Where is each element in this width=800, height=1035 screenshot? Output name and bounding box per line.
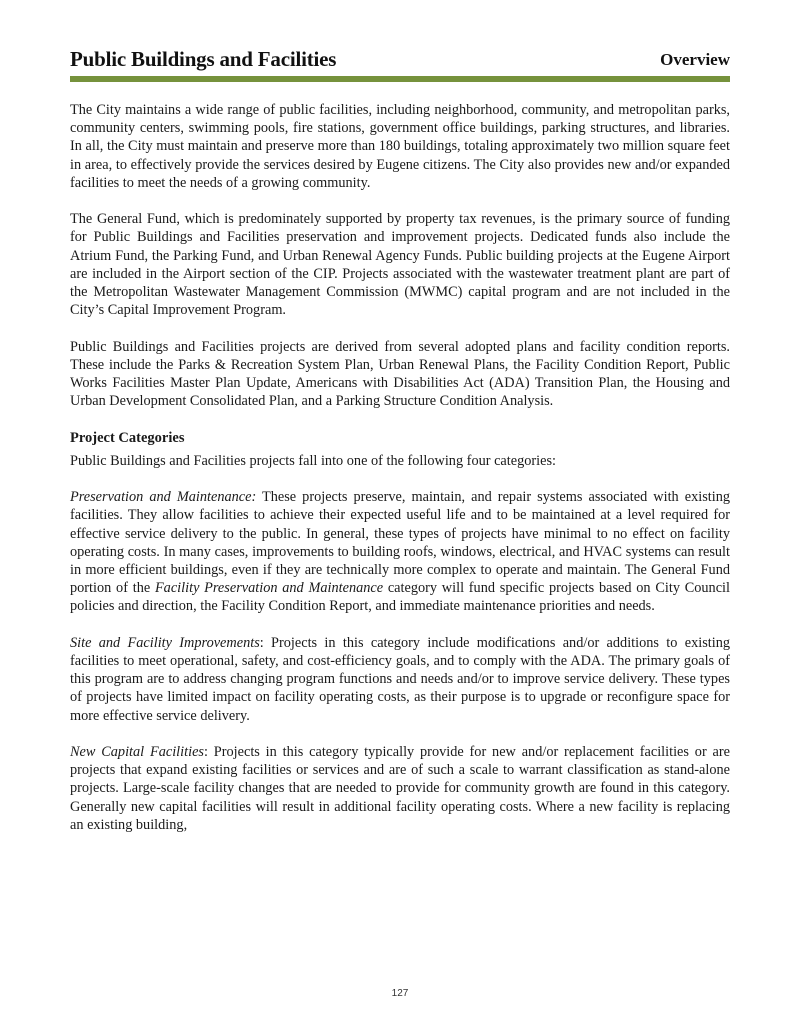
page-header xyxy=(70,47,730,75)
categories-lead: Public Buildings and Facilities projects fall into one of the following four categories: xyxy=(70,452,556,469)
page-title: Public Buildings and Facilities xyxy=(70,47,337,71)
category-preservation-maintenance xyxy=(70,488,730,615)
category-text: These projects preserve, maintain, and repair systems associated with existing facilities. They allow facilities to achieve their expected useful life and to be maintained at a level required for effective service delivery to the public. In general, these types of projects have minimal to no effect on facility operating costs. In many cases, improvements to building roofs, windows, electrical, and HVAC systems can result in more efficient buildings, even if they are technically more complex to operate and maintain. The General Fund portion of the xyxy=(70,489,730,597)
category-text: : Projects in this category typically provide for new and/or replacement facilities or are projects that expand existing facilities or services and are of such a scale to warrant classification as stand-alone projects. Large-scale facility changes that are needed to provide for community growth are found in this category. Generally new capital facilities will result in additional facility operating costs. Where a new facility is replacing an existing building, xyxy=(70,744,730,833)
category-term: New Capital Facilities xyxy=(70,744,204,761)
section-label: Overview xyxy=(660,50,730,69)
project-categories-heading: Project Categories xyxy=(70,429,185,446)
category-text: : Projects in this category include modifications and/or additions to existing facilities to meet operational, safety, and cost-efficiency goals, and to comply with the ADA. The primary goals of this program are to address changing program functions and needs and/or to improve service delivery. These types of projects have limited impact on facility operating costs, as their purpose is to upgrade or reconfigure space for more effective service delivery. xyxy=(70,634,730,724)
category-term: Preservation and Maintenance: xyxy=(70,489,257,506)
category-site-facility-improvements xyxy=(70,634,730,725)
category-term: Site and Facility Improvements xyxy=(70,634,260,651)
inline-emphasis: Facility Preservation and Maintenance xyxy=(154,580,384,597)
intro-paragraph-2: The General Fund, which is predominately supported by property tax revenues, is the primary source of funding for Public Buildings and Facilities preservation and improvement projects. Dedicated funds also include the Atrium Fund, the Parking Fund, and Urban Renewal Agency Funds. Public building projects at the Eugene Airport are included in the Airport section of the CIP. Projects associated with the wastewater treatment plant are part of the Metropolitan Wastewater Management Commission (MWMC) capital program and are not included in the City’s Capital Improvement Program. xyxy=(70,211,730,319)
intro-paragraph-1: The City maintains a wide range of public facilities, including neighborhood, community, and metropolitan parks, community centers, swimming pools, fire stations, government office buildings, parking structures, and libraries. In all, the City must maintain and preserve more than 180 buildings, totaling approximately two million square feet in area, to effectively provide the services desired by Eugene citizens. The City also provides new and/or expanded facilities to meet the needs of a growing community. xyxy=(70,102,730,191)
document-body xyxy=(70,101,730,852)
category-text: category will fund specific projects based on City Council policies and direction, the Facility Condition Report, and immediate maintenance priorities and needs. xyxy=(70,580,730,615)
page-number: 127 xyxy=(391,988,409,999)
intro-paragraph-3: Public Buildings and Facilities projects are derived from several adopted plans and facility condition reports. These include the Parks & Recreation System Plan, Urban Renewal Plans, the Facility Condition Report, Public Works Facilities Master Plan Update, Americans with Disabilities Act (ADA) Transition Plan, the Housing and Urban Development Consolidated Plan, and a Parking Structure Condition Analysis. xyxy=(70,338,730,410)
header-rule xyxy=(70,76,730,82)
category-new-capital-facilities xyxy=(70,743,730,834)
